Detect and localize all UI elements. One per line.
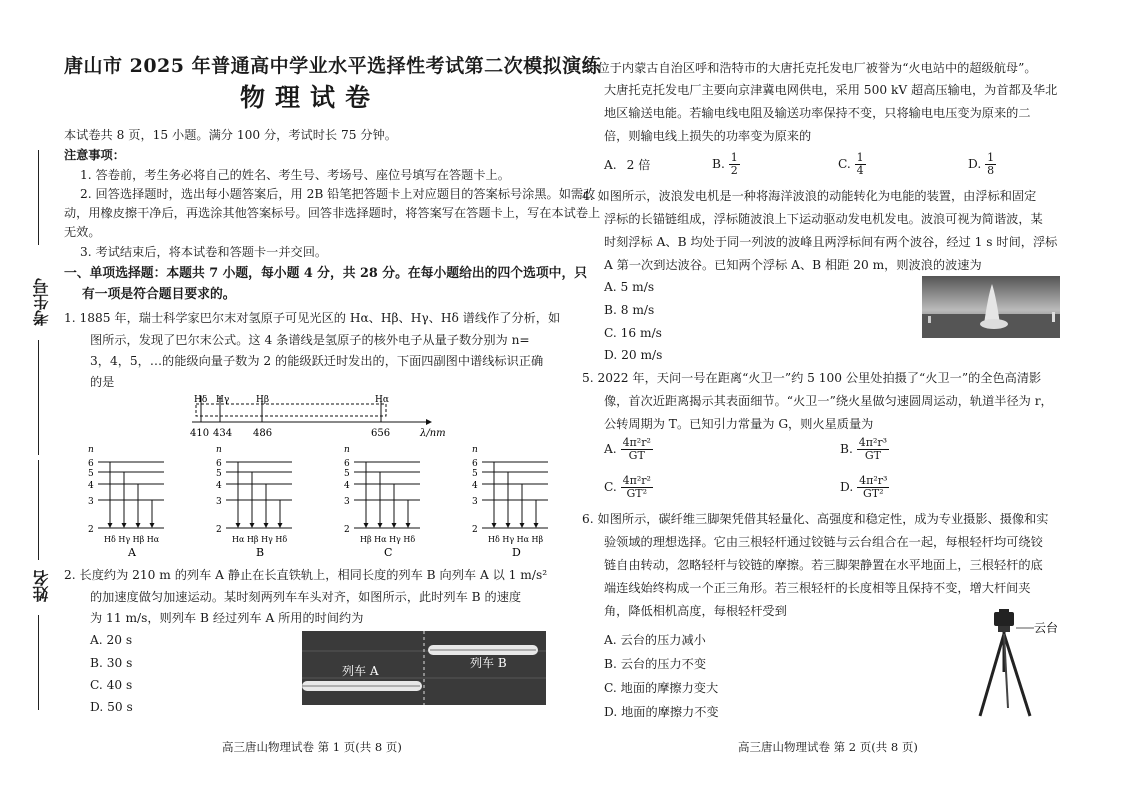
- q1-text: 的是: [90, 375, 115, 389]
- name-label: 姓名: [32, 570, 51, 602]
- option-letter: A.: [604, 158, 617, 172]
- q3-text: 3. 位于内蒙古自治区呼和浩特市的大唐托克托发电厂被誉为“火电站中的超级航母”。: [582, 61, 1037, 75]
- level-label: 2: [216, 525, 222, 535]
- level-label: 2: [472, 525, 478, 535]
- spectrum-line-label: Hβ: [256, 395, 270, 405]
- q6-text: 角，降低相机高度，每根轻杆受到: [604, 604, 787, 618]
- q2-text: 2. 长度约为 210 m 的列车 A 静止在长直铁轨上，相同长度的列车 B 向列车 A 以 1 m/s²: [64, 568, 548, 582]
- level-label: 5: [472, 469, 478, 479]
- notice-line: 2. 回答选择题时，选出每小题答案后，用 2B 铅笔把答题卡上对应题目的答案标号涂黑。如需改: [80, 187, 596, 201]
- level-label: 3: [216, 497, 222, 507]
- q2-option-b: B. 30 s: [90, 656, 133, 670]
- level-label: n: [344, 445, 350, 455]
- q6-text: 端连线始终构成一个正三角形。若三根轻杆的长度相等且保持不变，增大杆间夹: [604, 581, 1031, 595]
- transition-labels: Hδ Hγ Hα Hβ: [488, 535, 544, 544]
- binding-line-1: [38, 150, 39, 245]
- wave-buoy-photo: [922, 276, 1060, 338]
- q2-option-c: C. 40 s: [90, 678, 133, 692]
- notice-heading: 注意事项：: [64, 148, 125, 162]
- level-label: 6: [344, 459, 350, 469]
- level-label: 4: [88, 481, 94, 491]
- fraction: [621, 475, 653, 500]
- train-b-label: 列车 B: [470, 656, 507, 670]
- level-label: 2: [344, 525, 350, 535]
- fraction: [985, 152, 996, 177]
- level-label: n: [472, 445, 478, 455]
- q4-text: 浮标的长锚链组成，浮标随波浪上下运动驱动发电机发电。波浪可视为简谐波，某: [604, 212, 1043, 226]
- exam-number-label: 考生号: [32, 278, 51, 326]
- q3-option-c: [838, 150, 866, 178]
- section-heading-cont: 有一项是符合题目要求的。: [82, 287, 236, 302]
- train-a-label: 列车 A: [342, 664, 379, 678]
- binding-line-2: [38, 340, 39, 455]
- level-label: 3: [344, 497, 350, 507]
- arrow-head: [534, 523, 539, 528]
- q5-text: 像，首次近距离揭示其表面细节。“火卫一”绕火星做匀速圆周运动，轨道半径为 r，: [604, 394, 1053, 408]
- q3-text: 倍，则输电线上损失的功率变为原来的: [604, 129, 812, 143]
- level-label: 4: [216, 481, 222, 491]
- level-label: 4: [344, 481, 350, 491]
- q1-text: 1. 1885 年，瑞士科学家巴尔末对氢原子可见光区的 Hα、Hβ、Hγ、Hδ 谱线作了分析，如: [64, 311, 561, 325]
- level-label: n: [88, 445, 94, 455]
- q2-text: 的加速度做匀加速运动。某时刻两列车车头对齐，如图所示，此时列车 B 的速度: [90, 590, 522, 604]
- diagram-option-letter: D: [512, 546, 521, 559]
- denominator: GT: [628, 449, 645, 462]
- denominator: GT²: [626, 487, 648, 500]
- numerator: 1: [856, 151, 864, 164]
- wavelength-tick: 434: [213, 428, 233, 439]
- arrow-head: [364, 523, 369, 528]
- q5-option-b: [840, 434, 889, 464]
- fraction: [729, 152, 740, 177]
- numerator: 4π²r³: [858, 436, 888, 449]
- level-label: n: [216, 445, 222, 455]
- arrow-head: [108, 523, 113, 528]
- numerator: 4π²r²: [622, 436, 651, 449]
- option-letter: B.: [840, 442, 853, 456]
- q6-text: 6. 如图所示，碳纤维三脚架凭借其轻量化、高强度和稳定性，成为专业摄影、摄像和实: [582, 512, 1049, 526]
- transition-labels: Hδ Hγ Hβ Hα: [104, 535, 160, 544]
- arrow-head: [392, 523, 397, 528]
- q2-text: 为 11 m/s，则列车 B 经过列车 A 所用的时间约为: [90, 611, 364, 625]
- transition-labels: Hβ Hα Hγ Hδ: [360, 535, 416, 544]
- q4-text: 时刻浮标 A、B 均处于同一列波的波峰且两浮标间有两个波谷，经过 1 s 时间，浮标: [604, 235, 1058, 249]
- section-heading: 一、单项选择题：本题共 7 小题，每小题 4 分，共 28 分。在每小题给出的四个选项中，只: [64, 266, 588, 281]
- level-label: 3: [88, 497, 94, 507]
- spectrum-figure: [180, 392, 450, 442]
- binding-line-3: [38, 460, 39, 560]
- q6-text: 链自由转动，忽略轻杆与铰链的摩擦。若三脚架静置在水平地面上，三根轻杆的底: [604, 558, 1043, 572]
- q6-text: 验领域的理想选择。它由三根轻杆通过铰链与云台组合在一起，每根轻杆均可绕铰: [604, 535, 1043, 549]
- q3-option-d: [968, 150, 996, 178]
- option-letter: D.: [840, 480, 854, 494]
- q1-text: 图所示，发现了巴尔末公式。这 4 条谱线是氢原子的核外电子从量子数分别为 n=: [90, 333, 530, 347]
- denominator: 4: [856, 164, 864, 177]
- binding-line-4: [38, 615, 39, 710]
- fraction: [857, 437, 889, 462]
- denominator: 8: [987, 164, 995, 177]
- q2-option-d: D. 50 s: [90, 700, 133, 714]
- q3-text: 大唐托克托发电厂主要向京津冀电网供电，采用 500 kV 超高压输电，为首都及华北: [604, 83, 1058, 97]
- spectrum-line-label: Hα: [375, 395, 389, 405]
- q1-text: 3，4，5，…的能级向量子数为 2 的能级跃迁时发出的，下面四副图中谱线标识正确: [90, 354, 544, 368]
- q2-option-a: A. 20 s: [90, 633, 133, 647]
- level-label: 5: [344, 469, 350, 479]
- option-letter: C.: [604, 480, 617, 494]
- denominator: GT²: [862, 487, 884, 500]
- q4-text: A 第一次到达波谷。已知两个浮标 A、B 相距 20 m，则波浪的波速为: [604, 258, 982, 272]
- fraction: [621, 437, 653, 462]
- q4-option-a: A. 5 m/s: [604, 280, 655, 294]
- numerator: 4π²r³: [859, 474, 888, 487]
- transition-labels: Hα Hβ Hγ Hδ: [232, 535, 288, 544]
- arrow-head: [136, 523, 141, 528]
- denominator: 2: [730, 164, 738, 177]
- arrow-head: [520, 523, 525, 528]
- arrow-head: [236, 523, 241, 528]
- level-label: 2: [88, 525, 94, 535]
- wavelength-tick: 486: [253, 428, 273, 439]
- q6-option-d: D. 地面的摩擦力不变: [604, 705, 719, 719]
- level-label: 4: [472, 481, 478, 491]
- arrow-head: [378, 523, 383, 528]
- q5-text: 5. 2022 年，天问一号在距离“火卫一”约 5 100 公里处拍摄了“火卫一”的全色高清影: [582, 371, 1042, 385]
- arrow-head: [150, 523, 155, 528]
- wavelength-tick: 410: [190, 428, 210, 439]
- notice-line: 3. 考试结束后，将本试卷和答题卡一并交回。: [80, 245, 328, 259]
- intro-text: 本试卷共 8 页，15 小题。满分 100 分，考试时长 75 分钟。: [64, 128, 397, 142]
- level-label: 5: [88, 469, 94, 479]
- wavelength-tick: 656: [371, 428, 391, 439]
- level-label: 6: [88, 459, 94, 469]
- diagram-option-letter: A: [128, 546, 136, 559]
- q4-option-d: D. 20 m/s: [604, 348, 663, 362]
- arrow-head: [264, 523, 269, 528]
- pan-head-label: 云台: [1034, 621, 1059, 635]
- diagram-option-letter: C: [384, 546, 393, 559]
- trains-photo: [302, 631, 546, 705]
- level-label: 5: [216, 469, 222, 479]
- arrow-head: [492, 523, 497, 528]
- option-letter: B.: [712, 157, 725, 171]
- numerator: 1: [987, 151, 995, 164]
- notice-line: 动，用橡皮擦干净后，再选涂其他答案标号。回答非选择题时，将答案写在答题卡上，写在本试卷上: [64, 206, 601, 220]
- notice-line: 无效。: [64, 225, 101, 239]
- tripod-figure: [972, 608, 1062, 720]
- level-label: 6: [216, 459, 222, 469]
- q5-option-c: [604, 472, 653, 502]
- wavelength-axis-unit: λ/nm: [420, 428, 446, 439]
- diagram-option-letter: B: [256, 546, 265, 559]
- left-footer: 高三唐山物理试卷 第 1 页(共 8 页): [222, 740, 402, 754]
- level-label: 6: [472, 459, 478, 469]
- energy-level-diagrams: [88, 444, 548, 564]
- q5-option-d: [840, 472, 889, 502]
- arrow-head: [506, 523, 511, 528]
- option-letter: A.: [604, 442, 617, 456]
- numerator: 1: [730, 151, 738, 164]
- option-letter: D.: [968, 157, 982, 171]
- arrow-head: [278, 523, 283, 528]
- numerator: 4π²r²: [622, 474, 651, 487]
- denominator: GT: [864, 449, 881, 462]
- q4-text: 4. 如图所示，波浪发电机是一种将海洋波浪的动能转化为电能的装置，由浮标和固定: [582, 189, 1037, 203]
- q6-option-a: A. 云台的压力减小: [604, 633, 706, 647]
- q4-option-b: B. 8 m/s: [604, 303, 655, 317]
- fraction: [857, 475, 889, 500]
- spectrum-line-label: Hγ: [216, 395, 230, 405]
- fraction: [855, 152, 866, 177]
- option-value: 2 倍: [626, 158, 651, 172]
- q6-option-b: B. 云台的压力不变: [604, 657, 707, 671]
- right-footer: 高三唐山物理试卷 第 2 页(共 8 页): [738, 740, 918, 754]
- q4-option-c: C. 16 m/s: [604, 326, 662, 340]
- q6-option-c: C. 地面的摩擦力变大: [604, 681, 719, 695]
- q5-text: 公转周期为 T。已知引力常量为 G，则火星质量为: [604, 417, 874, 431]
- arrow-head: [250, 523, 255, 528]
- level-label: 3: [472, 497, 478, 507]
- q5-option-a: [604, 434, 653, 464]
- notice-line: 1. 答卷前，考生务必将自己的姓名、考生号、考场号、座位号填写在答题卡上。: [80, 168, 510, 182]
- exam-title: 唐山市 2025 年普通高中学业水平选择性考试第二次模拟演练: [64, 55, 602, 77]
- q3-option-b: [712, 150, 740, 178]
- arrow-head: [122, 523, 127, 528]
- q3-option-a: [604, 157, 650, 173]
- q3-text: 地区输送电能。若输电线电阻及输送功率保持不变，只将输电电压变为原来的二: [604, 106, 1031, 120]
- option-letter: C.: [838, 157, 851, 171]
- spectrum-line-label: Hδ: [194, 395, 208, 405]
- arrow-head: [406, 523, 411, 528]
- subject-title: 物理试卷: [240, 83, 381, 112]
